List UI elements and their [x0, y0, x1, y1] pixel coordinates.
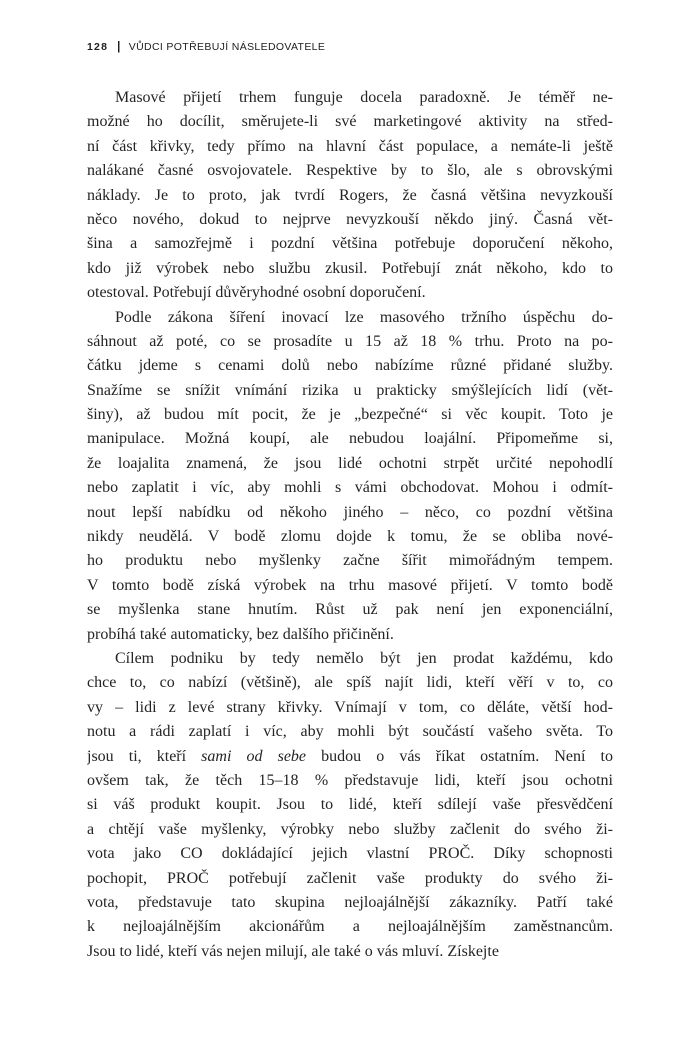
text-line: k nejloajálnějším akcionářům a nejloajálnějším zaměstnancům. [87, 918, 613, 936]
running-header [87, 41, 325, 53]
text-line: se myšlenka stane hnutím. Růst už pak není jen exponenciální, [87, 601, 613, 619]
running-title: VŮDCI POTŘEBUJÍ NÁSLEDOVATELE [128, 41, 326, 53]
italic-text: sami od sebe [201, 747, 307, 765]
text-line: vy – lidi z levé strany křivky. Vnímají v tom, co děláte, větší hod- [87, 698, 613, 716]
text-line: si váš produkt koupit. Jsou to lidé, kteří sdílejí vaše přesvědčení [87, 796, 613, 814]
text-line: šina a samozřejmě i pozdní většina potřebuje doporučení někoho, [87, 235, 613, 253]
text-line: otestoval. Potřebují důvěryhodné osobní doporučení. [87, 284, 426, 302]
text-line: ovšem tak, že těch 15–18 % představuje lidi, kteří jsou ochotni [87, 771, 613, 789]
text-line: manipulace. Možná koupí, ale nebudou loajální. Připomeňme si, [87, 430, 613, 448]
page-number: 128 [87, 41, 109, 53]
paragraph [87, 647, 613, 964]
text-line: Cílem podniku by tedy nemělo být jen prodat každému, kdo [115, 649, 613, 667]
paragraph [87, 306, 613, 647]
text-line: nalákané časné osvojovatele. Respektive by to šlo, ale s obrovskými [87, 162, 613, 180]
body-text [87, 86, 613, 964]
text-line: něco nového, dokud to nejprve nevyzkouší někdo jiný. Časná vět- [87, 210, 613, 228]
text-line: sáhnout až poté, co se prosadíte u 15 až 18 % trhu. Proto na po- [87, 332, 613, 350]
text-line: Masové přijetí trhem funguje docela paradoxně. Je téměř ne- [115, 89, 613, 106]
text-line: možné ho docílit, směrujete-li své marketingové aktivity na střed- [87, 113, 613, 131]
text-line: Jsou to lidé, kteří vás nejen milují, ale také o vás mluví. Získejte [87, 942, 499, 960]
text-line: ní část křivky, tedy přímo na hlavní část populace, a nemáte-li ještě [87, 137, 613, 155]
text-line: Podle zákona šíření inovací lze masového tržního úspěchu do- [115, 308, 613, 326]
text-line: Snažíme se snížit vnímání rizika u prakticky smýšlejících lidí (vět- [87, 381, 613, 399]
text-line: V tomto bodě získá výrobek na trhu masové přijetí. V tomto bodě [87, 576, 613, 594]
text-line: čátku jdeme s cenami dolů nebo nabízíme různé přidané služby. [87, 357, 613, 375]
text-line: jsou ti, kteří sami od sebe budou o vás říkat ostatním. Není to [87, 747, 613, 765]
text-line: šiny), až budou mít pocit, že je „bezpečné“ si věc koupit. Toto je [87, 406, 613, 424]
text-line: nebo zaplatit i víc, aby mohli s vámi obchodovat. Mohou i odmít- [87, 479, 613, 497]
text-line: chce to, co nabízí (většině), ale spíš najít lidi, kteří věří v to, co [87, 674, 613, 692]
text-line: probíhá také automaticky, bez dalšího přičinění. [87, 625, 394, 643]
text-line: kdo již výrobek nebo službu zkusil. Potřebují znát někoho, kdo to [87, 259, 613, 277]
text-line: vota jako CO dokládající jejich vlastní PROČ. Díky schopnosti [87, 845, 613, 863]
text-line: nikdy neudělá. V bodě zlomu dojde k tomu, že se obliba nové- [87, 528, 613, 546]
text-line: a chtějí vaše myšlenky, výrobky nebo služby začlenit do svého ži- [87, 820, 613, 838]
text-line: vota, představuje tato skupina nejloajálnější zákazníky. Patří také [87, 893, 613, 911]
text-line: ho produktu nebo myšlenky začne šířit mimořádným tempem. [87, 552, 613, 570]
paragraph [87, 86, 613, 306]
text-line: notu a rádi zaplatí i víc, aby mohli být součástí vašeho světa. To [87, 723, 613, 741]
text-line: náklady. Je to proto, jak tvrdí Rogers, že časná většina nevyzkouší [87, 186, 613, 204]
text-line: pochopit, PROČ potřebují začlenit vaše produkty do svého ži- [87, 869, 613, 887]
header-separator: | [117, 41, 121, 53]
text-line: že loajalita znamená, že jsou lidé ochotni strpět určité nepohodlí [87, 454, 613, 472]
text-line: nout lepší nabídku od někoho jiného – něco, co pozdní většina [87, 503, 613, 521]
